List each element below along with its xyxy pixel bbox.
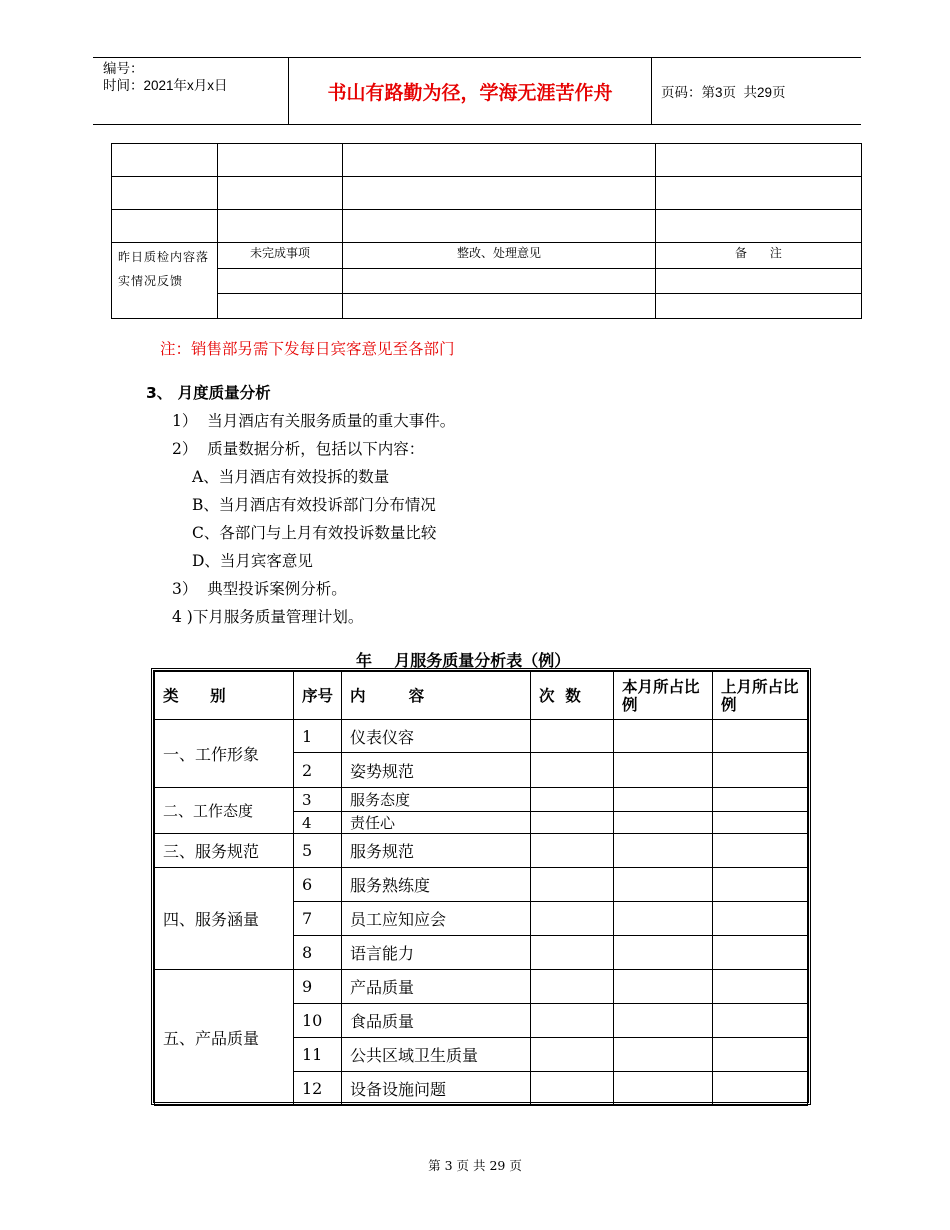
section-title: 3、 月度质量分析 (146, 384, 271, 402)
feedback-table (111, 143, 862, 319)
row-number: 6 (294, 868, 342, 902)
outline-item: C、各部门与上月有效投诉数量比较 (192, 524, 437, 542)
row-number: 5 (294, 834, 342, 868)
row-content: 服务熟练度 (342, 868, 531, 902)
row-content: 产品质量 (342, 970, 531, 1004)
row-number: 1 (294, 720, 342, 753)
cell-last-month (713, 720, 808, 753)
group-name: 五、产品质量 (155, 970, 294, 1106)
row-number: 4 (294, 812, 342, 834)
outline-item: D、当月宾客意见 (192, 552, 313, 570)
header-motto: 书山有路勤为径，学海无涯苦作舟 (327, 81, 613, 104)
row-number: 3 (294, 788, 342, 812)
group-name: 一、工作形象 (155, 720, 294, 788)
col-unfinished: 未完成事项 (218, 243, 343, 269)
doc-number-label: 编号： (103, 61, 144, 76)
header-meta (103, 60, 228, 94)
header-page-info: 页码：第3页 共29页 (661, 85, 786, 100)
cell-count (531, 720, 614, 753)
row-content: 姿势规范 (342, 753, 531, 788)
row-content: 服务态度 (342, 788, 531, 812)
row-number: 2 (294, 753, 342, 788)
header-divider (651, 58, 652, 124)
row-number: 10 (294, 1004, 342, 1038)
row-content: 仪表仪容 (342, 720, 531, 753)
header-last-month: 上月所占比例 (713, 672, 808, 720)
analysis-table (154, 671, 808, 1106)
row-number: 8 (294, 936, 342, 970)
group-name: 三、服务规范 (155, 834, 294, 868)
header-content: 内 容 (342, 672, 531, 720)
row-content: 语言能力 (342, 936, 531, 970)
analysis-table-frame (151, 668, 811, 1105)
col-remark: 备 注 (656, 243, 862, 269)
row-number: 12 (294, 1072, 342, 1106)
page-header (93, 57, 861, 125)
outline-item: A、当月酒店有效投拆的数量 (192, 468, 390, 486)
row-content: 员工应知应会 (342, 902, 531, 936)
sales-note: 注：销售部另需下发每日宾客意见至各部门 (160, 340, 455, 358)
group-name: 四、服务涵量 (155, 868, 294, 970)
row-content: 公共区域卫生质量 (342, 1038, 531, 1072)
col-handling: 整改、处理意见 (343, 243, 656, 269)
header-this-month: 本月所占比例 (614, 672, 713, 720)
doc-date: 时间：2021年x月x日 (103, 78, 228, 93)
row-content: 食品质量 (342, 1004, 531, 1038)
row-content: 服务规范 (342, 834, 531, 868)
row-content: 责任心 (342, 812, 531, 834)
outline-item: 1） 当月酒店有关服务质量的重大事件。 (172, 412, 456, 430)
outline-item: B、当月酒店有效投诉部门分布情况 (192, 496, 436, 514)
cell-this-month (614, 720, 713, 753)
row-content: 设备设施问题 (342, 1072, 531, 1106)
row-number: 11 (294, 1038, 342, 1072)
row-number: 9 (294, 970, 342, 1004)
group-name: 二、工作态度 (155, 788, 294, 834)
outline-item: 2） 质量数据分析，包括以下内容： (172, 440, 425, 458)
outline-item: 4 )下月服务质量管理计划。 (172, 608, 364, 626)
feedback-category: 昨日质检内容落实情况反馈 (112, 243, 218, 319)
header-count: 次 数 (531, 672, 614, 720)
header-category: 类 别 (155, 672, 294, 720)
header-seq: 序号 (294, 672, 342, 720)
outline-item: 3） 典型投诉案例分析。 (172, 580, 347, 598)
page-footer: 第 3 页 共 29 页 (428, 1158, 522, 1173)
analysis-table-title: 年 月服务质量分析表（例） (356, 651, 571, 670)
row-number: 7 (294, 902, 342, 936)
